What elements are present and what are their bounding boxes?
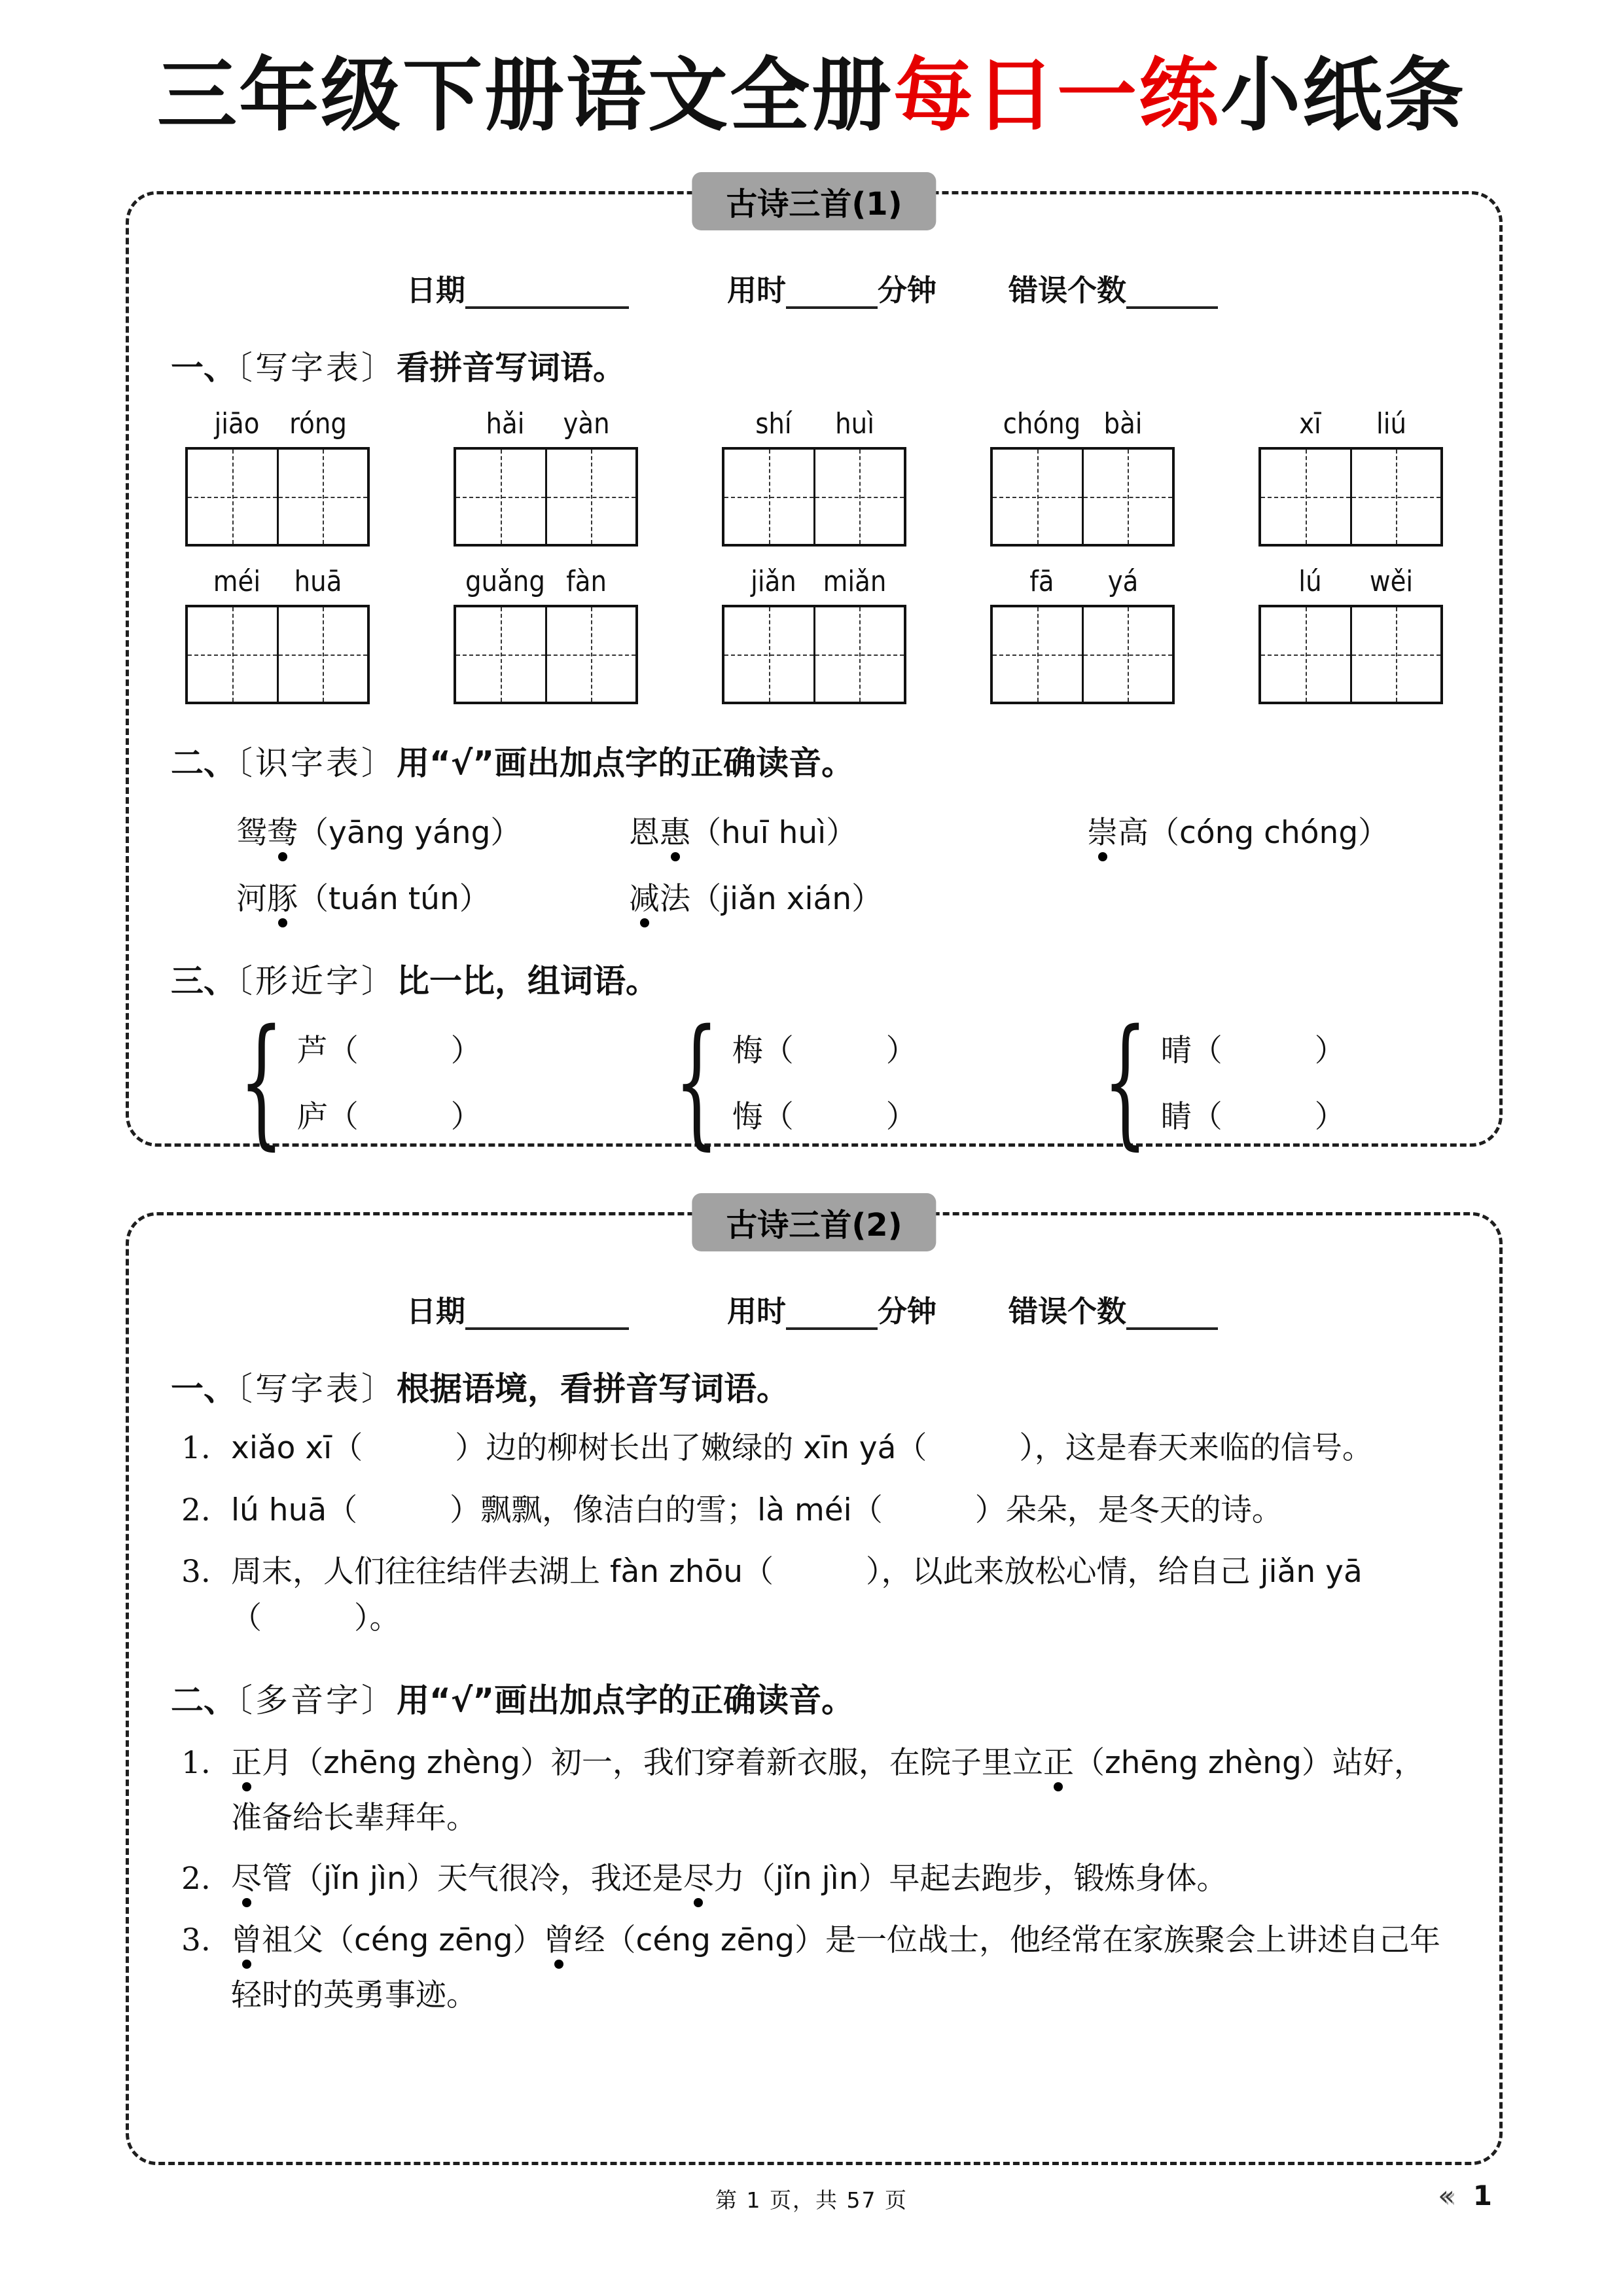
pinyin-syllable: huì xyxy=(835,407,874,440)
writing-grid-box xyxy=(185,605,370,704)
item-number: 3. xyxy=(181,1554,211,1590)
section1-heading xyxy=(171,342,1455,389)
grid-cell xyxy=(813,607,904,702)
grid-cell xyxy=(1082,450,1173,544)
pinyin-grid-row-2 xyxy=(185,565,1443,704)
dotted-word-item: 河豚（tuán tún） xyxy=(236,880,490,917)
grid-cell xyxy=(545,607,636,702)
chevron-left-icon: « xyxy=(1438,2179,1455,2212)
dotted-word-item: 减法（jiǎn xián） xyxy=(629,880,883,917)
pinyin-label xyxy=(1001,407,1164,440)
title-highlight: 每日一练 xyxy=(893,48,1221,142)
grid-cell xyxy=(724,607,813,702)
pinyin-grid-row-1 xyxy=(185,407,1443,547)
pinyin-syllable: liú xyxy=(1376,407,1407,440)
pinyin-syllable: hǎi xyxy=(486,407,525,440)
time-blank xyxy=(786,1299,878,1330)
grid-cell xyxy=(1350,450,1441,544)
grid-cell xyxy=(545,450,636,544)
item-number: 2. xyxy=(181,1861,211,1897)
date-label: 日期 xyxy=(406,1294,466,1329)
section1-tag: 〔写字表〕 xyxy=(236,349,397,387)
pinyin-label xyxy=(733,407,895,440)
word-slot xyxy=(990,407,1175,547)
section1-title: 根据语境，看拼音写词语。 xyxy=(397,1370,789,1408)
dotted-word-item: 恩惠（huī huì） xyxy=(629,815,857,851)
pinyin-syllable: méi xyxy=(213,565,261,598)
brace-icon: { xyxy=(674,999,719,1163)
grid-cell xyxy=(277,607,368,702)
title-part2: 小纸条 xyxy=(1221,48,1466,142)
grid-cell xyxy=(456,450,545,544)
errors-label: 错误个数 xyxy=(1008,1294,1127,1329)
word-slot xyxy=(990,565,1175,704)
meta-row xyxy=(406,1287,1455,1330)
pinyin-syllable: wěi xyxy=(1369,565,1414,598)
page-title xyxy=(0,31,1623,146)
pinyin-label xyxy=(196,565,359,598)
pinyin-syllable: xī xyxy=(1299,407,1321,440)
pair-bottom: 悔（ ） xyxy=(732,1098,917,1135)
time-blank xyxy=(786,278,878,309)
pinyin-syllable: yá xyxy=(1107,565,1139,598)
pair-bottom: 庐（ ） xyxy=(296,1098,482,1135)
time-label: 用时 xyxy=(727,273,787,308)
question-item xyxy=(181,1426,1455,1472)
pinyin-syllable: miǎn xyxy=(823,565,887,598)
word-slot xyxy=(1258,565,1443,704)
pinyin-syllable: huā xyxy=(294,565,342,598)
word-slot xyxy=(185,407,370,547)
fill-blank-items xyxy=(181,1426,1455,1641)
writing-grid-box xyxy=(185,447,370,547)
compare-pair xyxy=(1080,999,1455,1163)
question-item xyxy=(181,1913,1455,2022)
brace-icon: { xyxy=(1103,999,1148,1163)
meta-row xyxy=(406,266,1455,309)
pair-top: 晴（ ） xyxy=(1160,1032,1346,1069)
pinyin-syllable: fā xyxy=(1029,565,1054,598)
compare-pairs-row xyxy=(217,999,1455,1163)
item-number: 3. xyxy=(181,1922,211,1958)
section3-tag: 〔形近字〕 xyxy=(236,962,397,1000)
pair-top: 芦（ ） xyxy=(296,1032,482,1069)
date-label: 日期 xyxy=(406,273,466,308)
brace-icon: { xyxy=(239,999,284,1163)
grid-cell xyxy=(188,607,277,702)
writing-grid-box xyxy=(722,605,906,704)
pinyin-syllable: jiǎn xyxy=(751,565,796,598)
writing-grid-box xyxy=(722,447,906,547)
grid-cell xyxy=(1261,450,1350,544)
word-slot xyxy=(185,565,370,704)
grid-cell xyxy=(813,450,904,544)
item-text: lú huā（ ）飘飘，像洁白的雪；là méi（ ）朵朵，是冬天的诗。 xyxy=(231,1492,1283,1528)
pinyin-label xyxy=(1270,407,1432,440)
question-item xyxy=(181,1852,1455,1907)
pinyin-syllable: jiāo xyxy=(214,407,260,440)
pinyin-syllable: yàn xyxy=(563,407,610,440)
section1-title: 看拼音写词语。 xyxy=(397,349,626,387)
minutes-label: 分钟 xyxy=(878,273,937,308)
item-number: 2. xyxy=(181,1492,211,1528)
date-blank xyxy=(465,278,629,309)
pair-bottom: 睛（ ） xyxy=(1160,1098,1346,1135)
question-item xyxy=(181,1488,1455,1534)
time-label: 用时 xyxy=(727,1294,787,1329)
word-slot xyxy=(1258,407,1443,547)
card1-header-tab xyxy=(692,172,936,230)
writing-grid-box xyxy=(990,447,1175,547)
pinyin-syllable: guǎng xyxy=(465,565,545,598)
section2-title: 用“√”画出加点字的正确读音。 xyxy=(397,1681,855,1719)
dotted-word-item: 崇高（cóng chóng） xyxy=(1087,815,1389,851)
word-slot xyxy=(722,565,906,704)
grid-cell xyxy=(993,607,1082,702)
grid-cell xyxy=(1261,607,1350,702)
pinyin-syllable: bài xyxy=(1103,407,1143,440)
section2-number: 二、 xyxy=(171,1681,236,1719)
polyphone-items xyxy=(181,1736,1455,2022)
item-text: xiǎo xī（ ）边的柳树长出了嫩绿的 xīn yá（ ），这是春天来临的信号。 xyxy=(231,1430,1373,1466)
item-text: 正月（zhēng zhèng）初一，我们穿着新衣服，在院子里立正（zhēng zhèng）站好，准备给长辈拜年。 xyxy=(231,1745,1425,1836)
grid-cell xyxy=(188,450,277,544)
page-corner-marker xyxy=(1438,2179,1492,2212)
pinyin-label xyxy=(733,565,895,598)
section2-title: 用“√”画出加点字的正确读音。 xyxy=(397,744,855,782)
section1-tag: 〔写字表〕 xyxy=(236,1370,397,1408)
card2-header-tab xyxy=(692,1193,936,1251)
section2-heading xyxy=(171,1674,1455,1721)
grid-cell xyxy=(1350,607,1441,702)
item-text: 周末，人们往往结伴去湖上 fàn zhōu（ ），以此来放松心情，给自己 jiǎn yā（ ）。 xyxy=(231,1554,1363,1636)
word-slot xyxy=(454,565,638,704)
question-item xyxy=(181,1736,1455,1845)
date-blank xyxy=(465,1299,629,1330)
compare-pair xyxy=(652,999,1080,1163)
grid-cell xyxy=(456,607,545,702)
grid-cell xyxy=(1082,607,1173,702)
item-text: 尽管（jǐn jìn）天气很冷，我还是尽力（jǐn jìn）早起去跑步，锻炼身体。 xyxy=(231,1861,1228,1897)
word-slot xyxy=(454,407,638,547)
item-text: 曾祖父（céng zēng）曾经（céng zēng）是一位战士，他经常在家族聚会上讲述自己年轻时的英勇事迹。 xyxy=(231,1922,1441,2013)
errors-blank xyxy=(1126,278,1218,309)
writing-grid-box xyxy=(454,447,638,547)
pinyin-label xyxy=(196,407,359,440)
pinyin-label xyxy=(465,565,627,598)
section1-number: 一、 xyxy=(171,1370,236,1408)
pinyin-syllable: chóng xyxy=(1003,407,1081,440)
writing-grid-box xyxy=(1258,447,1443,547)
dotted-word-item: 鸳鸯（yāng yáng） xyxy=(236,815,522,851)
errors-blank xyxy=(1126,1299,1218,1330)
card1-header-label: 古诗三首(1) xyxy=(726,186,902,223)
section3-number: 三、 xyxy=(171,962,236,1000)
section2-tag: 〔多音字〕 xyxy=(236,1681,397,1719)
pinyin-syllable: shí xyxy=(755,407,792,440)
pinyin-syllable: lú xyxy=(1298,565,1322,598)
writing-grid-box xyxy=(454,605,638,704)
item-number: 1. xyxy=(181,1430,211,1466)
section2-heading xyxy=(171,737,1455,784)
errors-label: 错误个数 xyxy=(1008,273,1127,308)
section1-heading xyxy=(171,1363,1455,1410)
card-gushi-sanshou-1 xyxy=(126,186,1503,1163)
corner-page-number: 1 xyxy=(1472,2179,1492,2212)
pinyin-label xyxy=(465,407,627,440)
pair-top: 梅（ ） xyxy=(732,1032,917,1069)
word-slot xyxy=(722,407,906,547)
pinyin-label xyxy=(1270,565,1432,598)
dotted-word-list xyxy=(236,810,1455,922)
pinyin-label xyxy=(1001,565,1164,598)
pinyin-syllable: fàn xyxy=(566,565,607,598)
card-gushi-sanshou-2 xyxy=(126,1207,1503,2165)
section2-number: 二、 xyxy=(171,744,236,782)
question-item xyxy=(181,1549,1455,1641)
writing-grid-box xyxy=(1258,605,1443,704)
pinyin-syllable: róng xyxy=(289,407,347,440)
grid-cell xyxy=(993,450,1082,544)
minutes-label: 分钟 xyxy=(878,1294,937,1329)
section1-number: 一、 xyxy=(171,349,236,387)
writing-grid-box xyxy=(990,605,1175,704)
card2-header-label: 古诗三首(2) xyxy=(726,1207,902,1244)
grid-cell xyxy=(277,450,368,544)
section3-title: 比一比，组词语。 xyxy=(397,962,658,1000)
title-part1: 三年级下册语文全册 xyxy=(157,48,893,142)
section3-heading xyxy=(171,955,1455,1002)
page-footer: 第 1 页，共 57 页 xyxy=(715,2187,908,2213)
section2-tag: 〔识字表〕 xyxy=(236,744,397,782)
grid-cell xyxy=(724,450,813,544)
item-number: 1. xyxy=(181,1745,211,1781)
compare-pair xyxy=(217,999,652,1163)
